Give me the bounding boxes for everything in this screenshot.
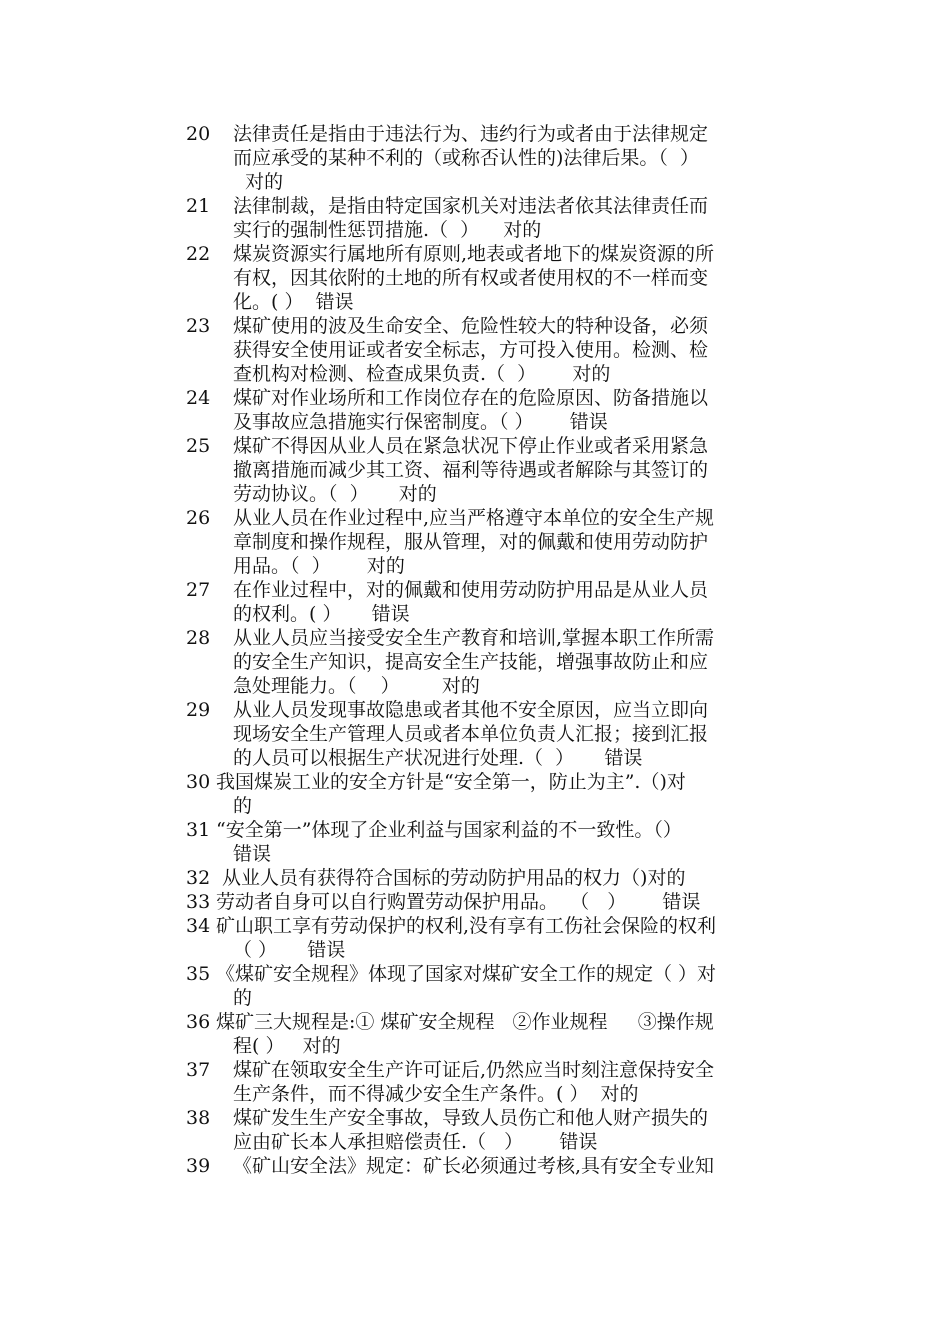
question-line: 应由矿长本人承担赔偿责任.（ ） 错误: [233, 1131, 598, 1153]
question-text: [233, 506, 809, 578]
question-number: 33: [186, 891, 211, 913]
question-number: 25: [186, 435, 211, 457]
question-line: 在作业过程中，对的佩戴和使用劳动防护用品是从业人员: [233, 579, 709, 601]
question-text: [233, 1154, 809, 1178]
question-number: 27: [186, 579, 211, 601]
question-line: 煤矿使用的波及生命安全、危险性较大的特种设备，必须: [233, 315, 709, 337]
question-line: 用品。（ ） 对的: [233, 555, 405, 577]
question-number: 34: [186, 915, 211, 937]
question-number: 38: [186, 1107, 211, 1129]
question-line: 现场安全生产管理人员或者本单位负责人汇报；接到汇报: [233, 723, 709, 745]
question-number: 35: [186, 963, 211, 985]
question-line: 劳动者自身可以自行购置劳动保护用品。 （ ） 错误: [216, 891, 701, 913]
question-number: 20: [186, 123, 211, 145]
question-line: 撤离措施而减少其工资、福利等待遇或者解除与其签订的: [233, 459, 709, 481]
question-text: [233, 1058, 809, 1106]
question-line: 对的: [233, 171, 284, 193]
question-text: [216, 770, 792, 818]
question-line: 从业人员应当接受安全生产教育和培训,掌握本职工作所需: [233, 627, 715, 649]
question-line: 法律制裁，是指由特定国家机关对违法者依其法律责任而: [233, 195, 709, 217]
question-number: 36: [186, 1011, 211, 1033]
question-line: 的: [233, 795, 253, 817]
question-line: 章制度和操作规程，服从管理，对的佩戴和使用劳动防护: [233, 531, 709, 553]
question-text: [216, 866, 792, 890]
question-line: 的人员可以根据生产状况进行处理.（ ） 错误: [233, 747, 643, 769]
question-text: [216, 1010, 792, 1058]
question-line: 程( ） 对的: [233, 1035, 341, 1057]
question-number: 30: [186, 771, 211, 793]
question-line: 的安全生产知识，提高安全生产技能，增强事故防止和应: [233, 651, 709, 673]
question-text: [233, 314, 809, 386]
question-number: 22: [186, 243, 211, 265]
question-line: 生产条件，而不得减少安全生产条件。( ） 对的: [233, 1083, 639, 1105]
question-line: 查机构对检测、检查成果负责.（ ） 对的: [233, 363, 611, 385]
question-line: 煤炭资源实行属地所有原则,地表或者地下的煤炭资源的所: [233, 243, 715, 265]
question-line: 煤矿三大规程是:① 煤矿安全规程 ②作业规程 ③操作规: [216, 1011, 714, 1033]
question-line: 煤矿在领取安全生产许可证后,仍然应当时刻注意保持安全: [233, 1059, 715, 1081]
question-number: 28: [186, 627, 211, 649]
question-line: 实行的强制性惩罚措施.（ ） 对的: [233, 219, 542, 241]
question-text: [233, 122, 809, 194]
question-text: [233, 434, 809, 506]
question-line: 的: [233, 987, 253, 1009]
question-number: 24: [186, 387, 211, 409]
question-line: 我国煤炭工业的安全方针是“安全第一，防止为主”.（)对: [216, 771, 686, 793]
question-line: 获得安全使用证或者安全标志，方可投入使用。检测、检: [233, 339, 709, 361]
question-line: 化。( ） 错误: [233, 291, 354, 313]
question-line: 从业人员发现事故隐患或者其他不安全原因，应当立即向: [233, 699, 709, 721]
question-text: [233, 386, 809, 434]
question-number: 32: [186, 867, 211, 889]
question-text: [233, 578, 809, 626]
question-line: 的权利。( ） 错误: [233, 603, 410, 625]
question-text: [216, 818, 792, 866]
question-number: 31: [186, 819, 211, 841]
question-line: 从业人员有获得符合国标的劳动防护用品的权力（)对的: [216, 867, 686, 889]
question-number: 39: [186, 1155, 211, 1177]
question-number: 23: [186, 315, 211, 337]
question-text: [233, 242, 809, 314]
question-line: 矿山职工享有劳动保护的权利,没有享有工伤社会保险的权利: [216, 915, 717, 937]
question-line: 错误: [233, 843, 272, 865]
question-number: 37: [186, 1059, 211, 1081]
question-text: [216, 890, 792, 914]
question-line: 煤矿对作业场所和工作岗位存在的危险原因、防备措施以: [233, 387, 709, 409]
question-line: “安全第一”体现了企业利益与国家利益的不一致性。（）: [216, 819, 682, 841]
question-line: （ ） 错误: [233, 939, 346, 961]
question-line: 《煤矿安全规程》体现了国家对煤矿安全工作的规定（ ）对: [216, 963, 717, 985]
question-text: [216, 914, 792, 962]
question-line: 而应承受的某种不利的（或称否认性的)法律后果。（ ）: [233, 147, 699, 169]
question-number: 29: [186, 699, 211, 721]
question-line: 法律责任是指由于违法行为、违约行为或者由于法律规定: [233, 123, 709, 145]
question-line: 劳动协议。（ ） 对的: [233, 483, 437, 505]
question-line: 有权，因其依附的土地的所有权或者使用权的不一样而变: [233, 267, 709, 289]
question-number: 26: [186, 507, 211, 529]
question-text: [233, 698, 809, 770]
question-text: [233, 194, 809, 242]
question-text: [216, 962, 792, 1010]
question-number: 21: [186, 195, 211, 217]
question-line: 煤矿不得因从业人员在紧急状况下停止作业或者采用紧急: [233, 435, 709, 457]
question-line: 急处理能力。（ ） 对的: [233, 675, 480, 697]
question-text: [233, 1106, 809, 1154]
question-line: 《矿山安全法》规定：矿长必须通过考核,具有安全专业知: [233, 1155, 715, 1177]
question-line: 煤矿发生生产安全事故，导致人员伤亡和他人财产损失的: [233, 1107, 709, 1129]
question-line: 从业人员在作业过程中,应当严格遵守本单位的安全生产规: [233, 507, 715, 529]
question-text: [233, 626, 809, 698]
question-line: 及事故应急措施实行保密制度。（ ） 错误: [233, 411, 608, 433]
